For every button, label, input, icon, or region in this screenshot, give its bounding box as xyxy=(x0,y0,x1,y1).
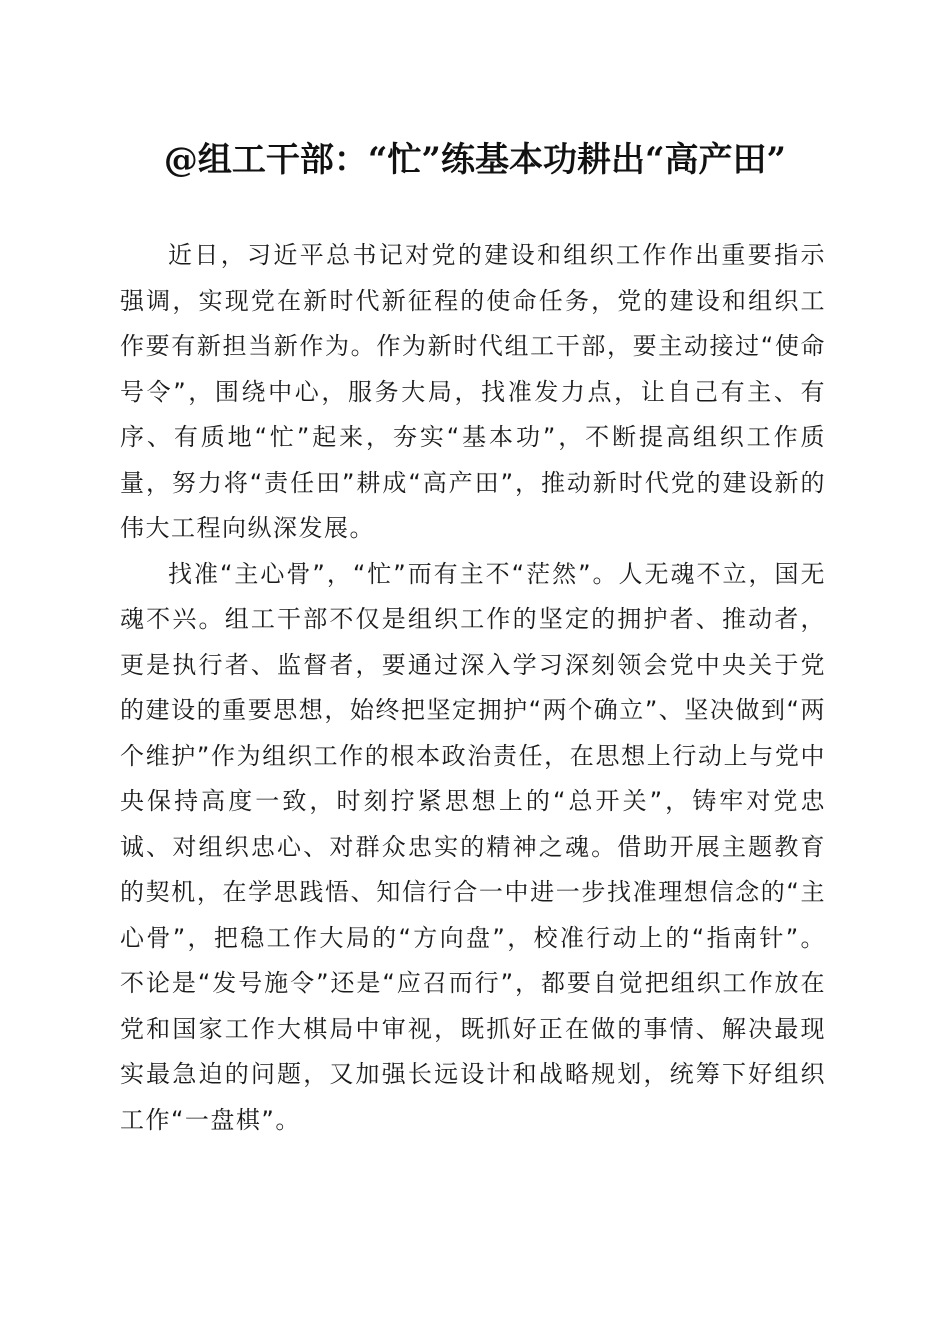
paragraph-section-1: 找准“主心骨”，“忙”而有主不“茫然”。人无魂不立，国无魂不兴。组工干部不仅是组织工作的坚定的拥护者、推动者，更是执行者、监督者，要通过深入学习深刻领会党中央关于党的建设的重要思想，始终把坚定拥护“两个确立”、坚决做到“两个维护”作为组织工作的根本政治责任，在思想上行动上与党中央保持高度一致，时刻拧紧思想上的“总开关”，铸牢对党忠诚、对组织忠心、对群众忠实的精神之魂。借助开展主题教育的契机，在学思践悟、知信行合一中进一步找准理想信念的“主心骨”，把稳工作大局的“方向盘”，校准行动上的“指南针”。不论是“发号施令”还是“应召而行”，都要自觉把组织工作放在党和国家工作大棋局中审视，既抓好正在做的事情、解决最现实最急迫的问题，又加强长远设计和战略规划，统筹下好组织工作“一盘棋”。 xyxy=(120,559,826,1134)
document-body xyxy=(120,233,826,1143)
paragraph-intro: 近日，习近平总书记对党的建设和组织工作作出重要指示强调，实现党在新时代新征程的使命任务，党的建设和组织工作要有新担当新作为。作为新时代组工干部，要主动接过“使命号令”，围绕中心，服务大局，找准发力点，让自己有主、有序、有质地“忙”起来，夯实“基本功”，不断提高组织工作质量，努力将“责任田”耕成“高产田”，推动新时代党的建设新的伟大工程向纵深发展。 xyxy=(120,241,826,542)
document-title: @组工干部：“忙”练基本功耕出“高产田” xyxy=(163,140,787,180)
